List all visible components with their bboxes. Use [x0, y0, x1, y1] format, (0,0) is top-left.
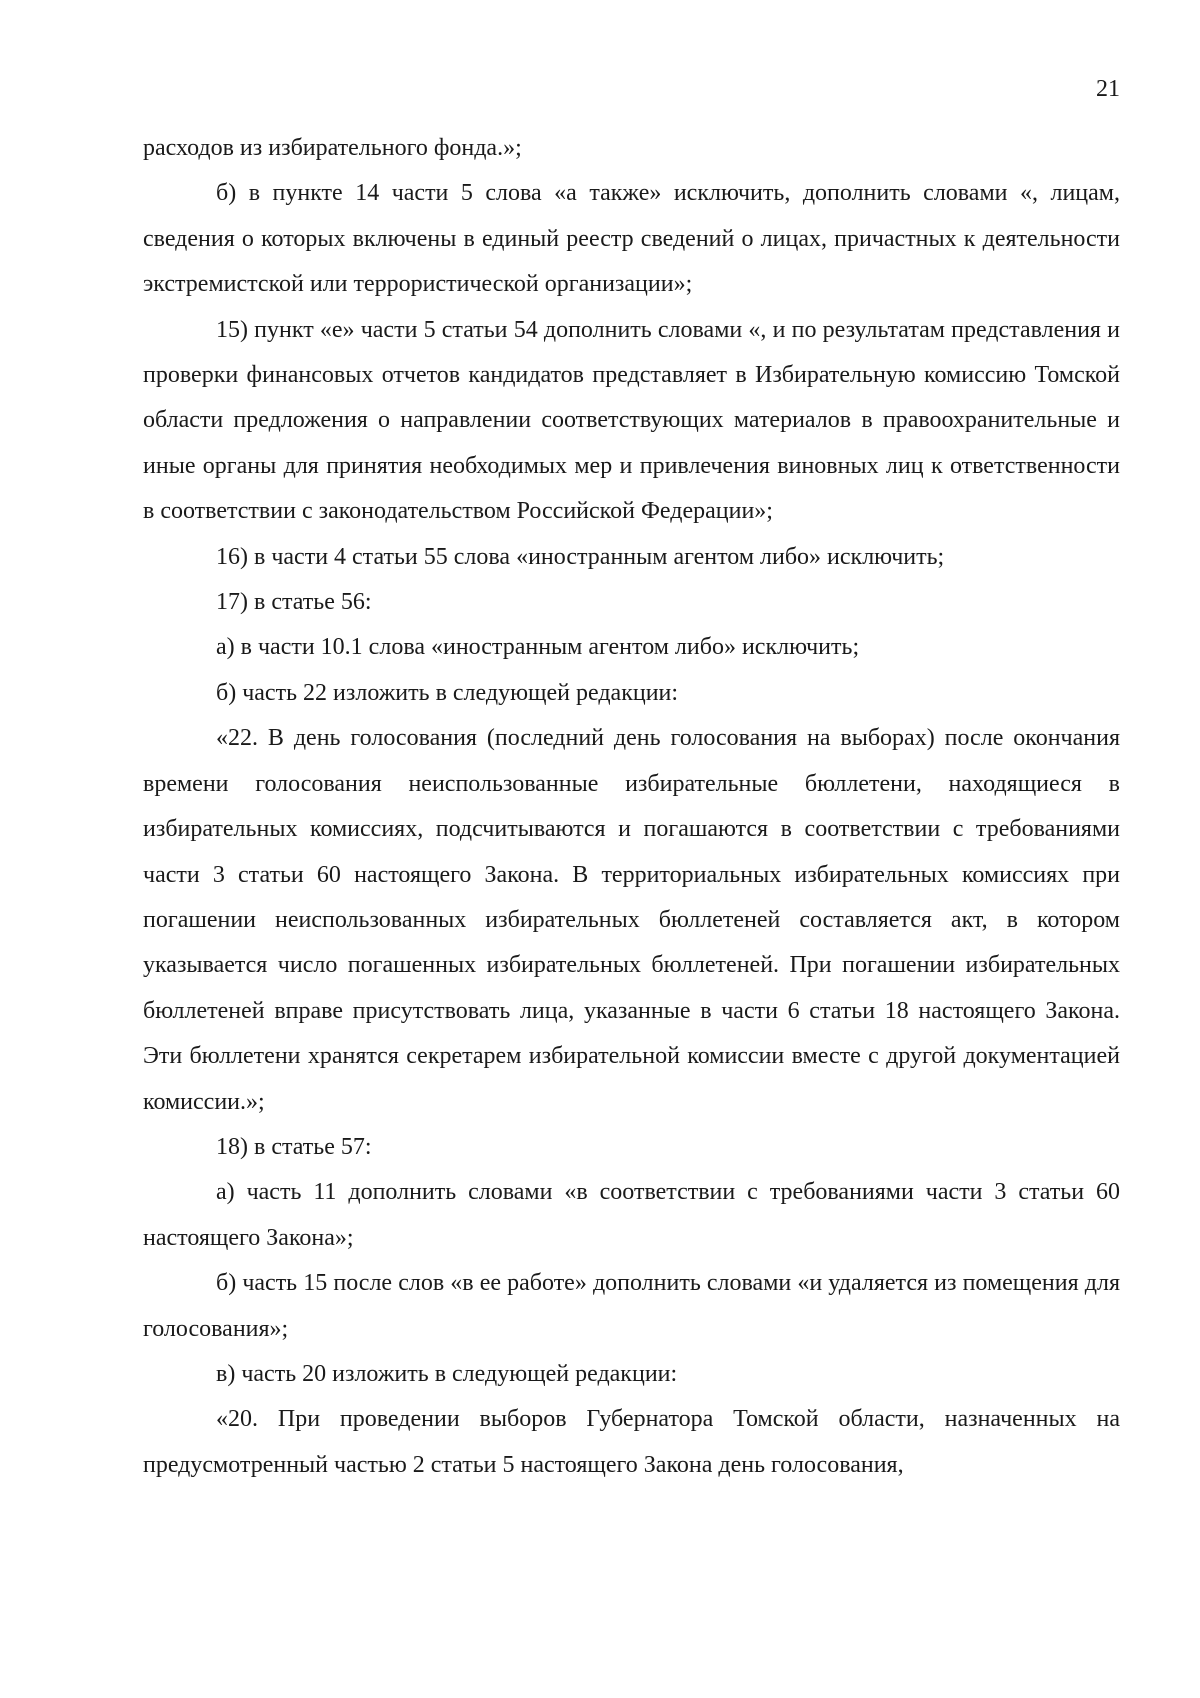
- paragraph: 15) пункт «е» части 5 статьи 54 дополнить словами «, и по результатам представления и проверки финансовых отчетов кандидатов представляет в Избирательную комиссию Томской области предложения о направлении соответствующих материалов в правоохранительные и иные органы для принятия необходимых мер и привлечения виновных лиц к ответственности в соответствии с законодательством Российской Федерации»;: [143, 316, 1120, 525]
- paragraph: расходов из избирательного фонда.»;: [143, 135, 522, 161]
- paragraph: в) часть 20 изложить в следующей редакции:: [216, 1360, 678, 1387]
- paragraph: а) часть 11 дополнить словами «в соответствии с требованиями части 3 статьи 60 настоящего Закона»;: [143, 1179, 1120, 1251]
- paragraph: 17) в статье 56:: [216, 589, 372, 616]
- paragraph: а) в части 10.1 слова «иностранным агентом либо» исключить;: [216, 634, 860, 661]
- paragraph: «20. При проведении выборов Губернатора Томской области, назначенных на предусмотренный частью 2 статьи 5 настоящего Закона день голосования,: [143, 1406, 1120, 1478]
- paragraph: б) в пункте 14 части 5 слова «а также» исключить, дополнить словами «, лицам, сведения о которых включены в единый реестр сведений о лицах, причастных к деятельности экстремистской или террористической организации»;: [143, 180, 1120, 298]
- document-body: [143, 126, 1120, 1488]
- paragraph: «22. В день голосования (последний день голосования на выборах) после окончания времени голосования неиспользованные избирательные бюллетени, находящиеся в избирательных комиссиях, подсчитываются и погашаются в соответствии с требованиями части 3 статьи 60 настоящего Закона. В территориальных избирательных комиссиях при погашении неиспользованных избирательных бюллетеней составляется акт, в котором указывается число погашенных избирательных бюллетеней. При погашении избирательных бюллетеней вправе присутствовать лица, указанные в части 6 статьи 18 настоящего Закона. Эти бюллетени хранятся секретарем избирательной комиссии вместе с другой документацией комиссии.»;: [143, 725, 1120, 1115]
- paragraph: 16) в части 4 статьи 55 слова «иностранным агентом либо» исключить;: [216, 543, 945, 570]
- page-number: 21: [1096, 76, 1120, 102]
- paragraph: б) часть 22 изложить в следующей редакции:: [216, 679, 679, 706]
- paragraph: б) часть 15 после слов «в ее работе» дополнить словами «и удаляется из помещения для голосования»;: [143, 1270, 1120, 1342]
- paragraph: 18) в статье 57:: [216, 1133, 372, 1160]
